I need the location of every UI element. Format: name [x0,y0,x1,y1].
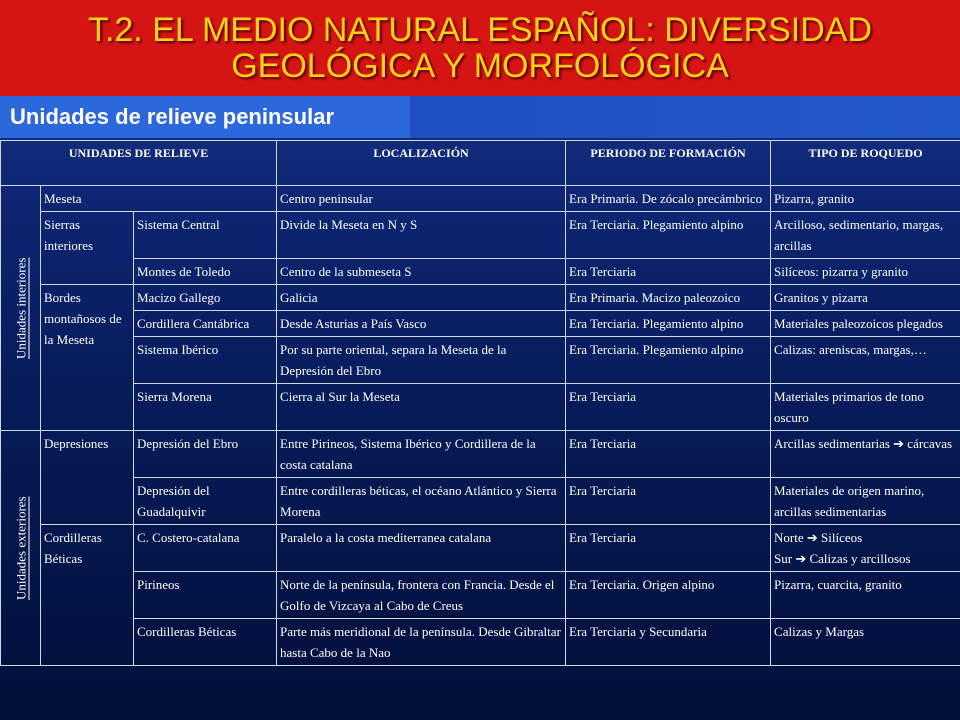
table-row [1,431,960,478]
cell-subunit: Sierra Morena [134,384,277,431]
cell-rock: Arcilloso, sedimentario, margas, arcillas [771,212,960,259]
cell-location: Divide la Meseta en N y S [277,212,566,259]
cell-location: Galicia [277,285,566,311]
table-header-row [1,141,960,186]
cell-location: Norte de la península, frontera con Francia. Desde el Golfo de Vizcaya al Cabo de Creus [277,572,566,619]
cell-rock: Materiales paleozoicos plegados [771,311,960,337]
cell-period: Era Primaria. Macizo paleozoico [566,285,771,311]
cell-location: Entre cordilleras béticas, el océano Atlántico y Sierra Morena [277,478,566,525]
cell-subunit: Depresión del Ebro [134,431,277,478]
cell-category: Cordilleras Béticas [41,525,134,666]
table-row [1,186,960,212]
cell-subunit: Depresión del Guadalquivir [134,478,277,525]
cell-period: Era Terciaria. Plegamiento alpino [566,212,771,259]
cell-subunit: Macizo Gallego [134,285,277,311]
cell-rock: Pizarra, granito [771,186,960,212]
rock-line-north: Norte ➔ Silíceos [774,530,863,545]
cell-rock: Calizas: areniscas, margas,… [771,337,960,384]
cell-subunit: Sistema Ibérico [134,337,277,384]
cell-period: Era Terciaria. Origen alpino [566,572,771,619]
cell-period: Era Terciaria [566,259,771,285]
section-subtitle: Unidades de relieve peninsular [0,96,410,138]
header-rock: TIPO DE ROQUEDO [771,141,960,186]
title-banner [0,0,960,96]
relief-units-table [0,140,960,666]
cell-rock: Granitos y pizarra [771,285,960,311]
cell-rock: Arcillas sedimentarias ➔ cárcavas [771,431,960,478]
header-location: LOCALIZACIÓN [277,141,566,186]
cell-location: Desde Asturias a País Vasco [277,311,566,337]
cell-rock: Calizas y Margas [771,619,960,666]
cell-subunit: Montes de Toledo [134,259,277,285]
cell-location: Por su parte oriental, separa la Meseta de la Depresión del Ebro [277,337,566,384]
cell-subunit: Cordilleras Béticas [134,619,277,666]
cell-period: Era Primaria. De zócalo precámbrico [566,186,771,212]
cell-location: Parte más meridional de la península. Desde Gibraltar hasta Cabo de la Nao [277,619,566,666]
table-row [1,212,960,259]
cell-rock: Pizarra, cuarcita, granito [771,572,960,619]
cell-location: Paralelo a la costa mediterranea catalana [277,525,566,572]
cell-period: Era Terciaria. Plegamiento alpino [566,311,771,337]
cell-period: Era Terciaria y Secundaria [566,619,771,666]
cell-subunit: Cordillera Cantábrica [134,311,277,337]
cell-rock: Materiales primarios de tono oscuro [771,384,960,431]
cell-location: Centro peninsular [277,186,566,212]
table-row [1,384,960,431]
rock-line-south: Sur ➔ Calizas y arcillosos [774,551,911,566]
table-row [1,285,960,311]
table-row [1,478,960,525]
table-row [1,525,960,572]
cell-period: Era Terciaria [566,525,771,572]
group-label-exterior: Unidades exteriores [1,431,41,666]
subtitle-strip [410,96,960,138]
header-period: PERIODO DE FORMACIÓN [566,141,771,186]
cell-category: Meseta [41,186,277,212]
cell-period: Era Terciaria. Plegamiento alpino [566,337,771,384]
table-row [1,259,960,285]
cell-period: Era Terciaria [566,478,771,525]
title-line-1: T.2. EL MEDIO NATURAL ESPAÑOL: DIVERSIDAD [87,11,873,49]
cell-period: Era Terciaria [566,431,771,478]
table-row [1,337,960,384]
cell-location: Entre Pirineos, Sistema Ibérico y Cordillera de la costa catalana [277,431,566,478]
title-line-2: GEOLÓGICA Y MORFOLÓGICA [231,47,729,85]
cell-period: Era Terciaria [566,384,771,431]
cell-rock: Materiales de origen marino, arcillas sedimentarias [771,478,960,525]
group-label-interior: Unidades interiores [1,186,41,431]
cell-rock: Silíceos: pizarra y granito [771,259,960,285]
cell-subunit: C. Costero-catalana [134,525,277,572]
cell-subunit: Pirineos [134,572,277,619]
cell-rock [771,525,960,572]
cell-location: Centro de la submeseta S [277,259,566,285]
table-row [1,619,960,666]
table-row [1,311,960,337]
cell-category: Sierras interiores [41,212,134,285]
table-row [1,572,960,619]
cell-category: Bordes montañosos de la Meseta [41,285,134,431]
cell-location: Cierra al Sur la Meseta [277,384,566,431]
cell-category: Depresiones [41,431,134,525]
cell-subunit: Sistema Central [134,212,277,259]
header-units: UNIDADES DE RELIEVE [1,141,277,186]
